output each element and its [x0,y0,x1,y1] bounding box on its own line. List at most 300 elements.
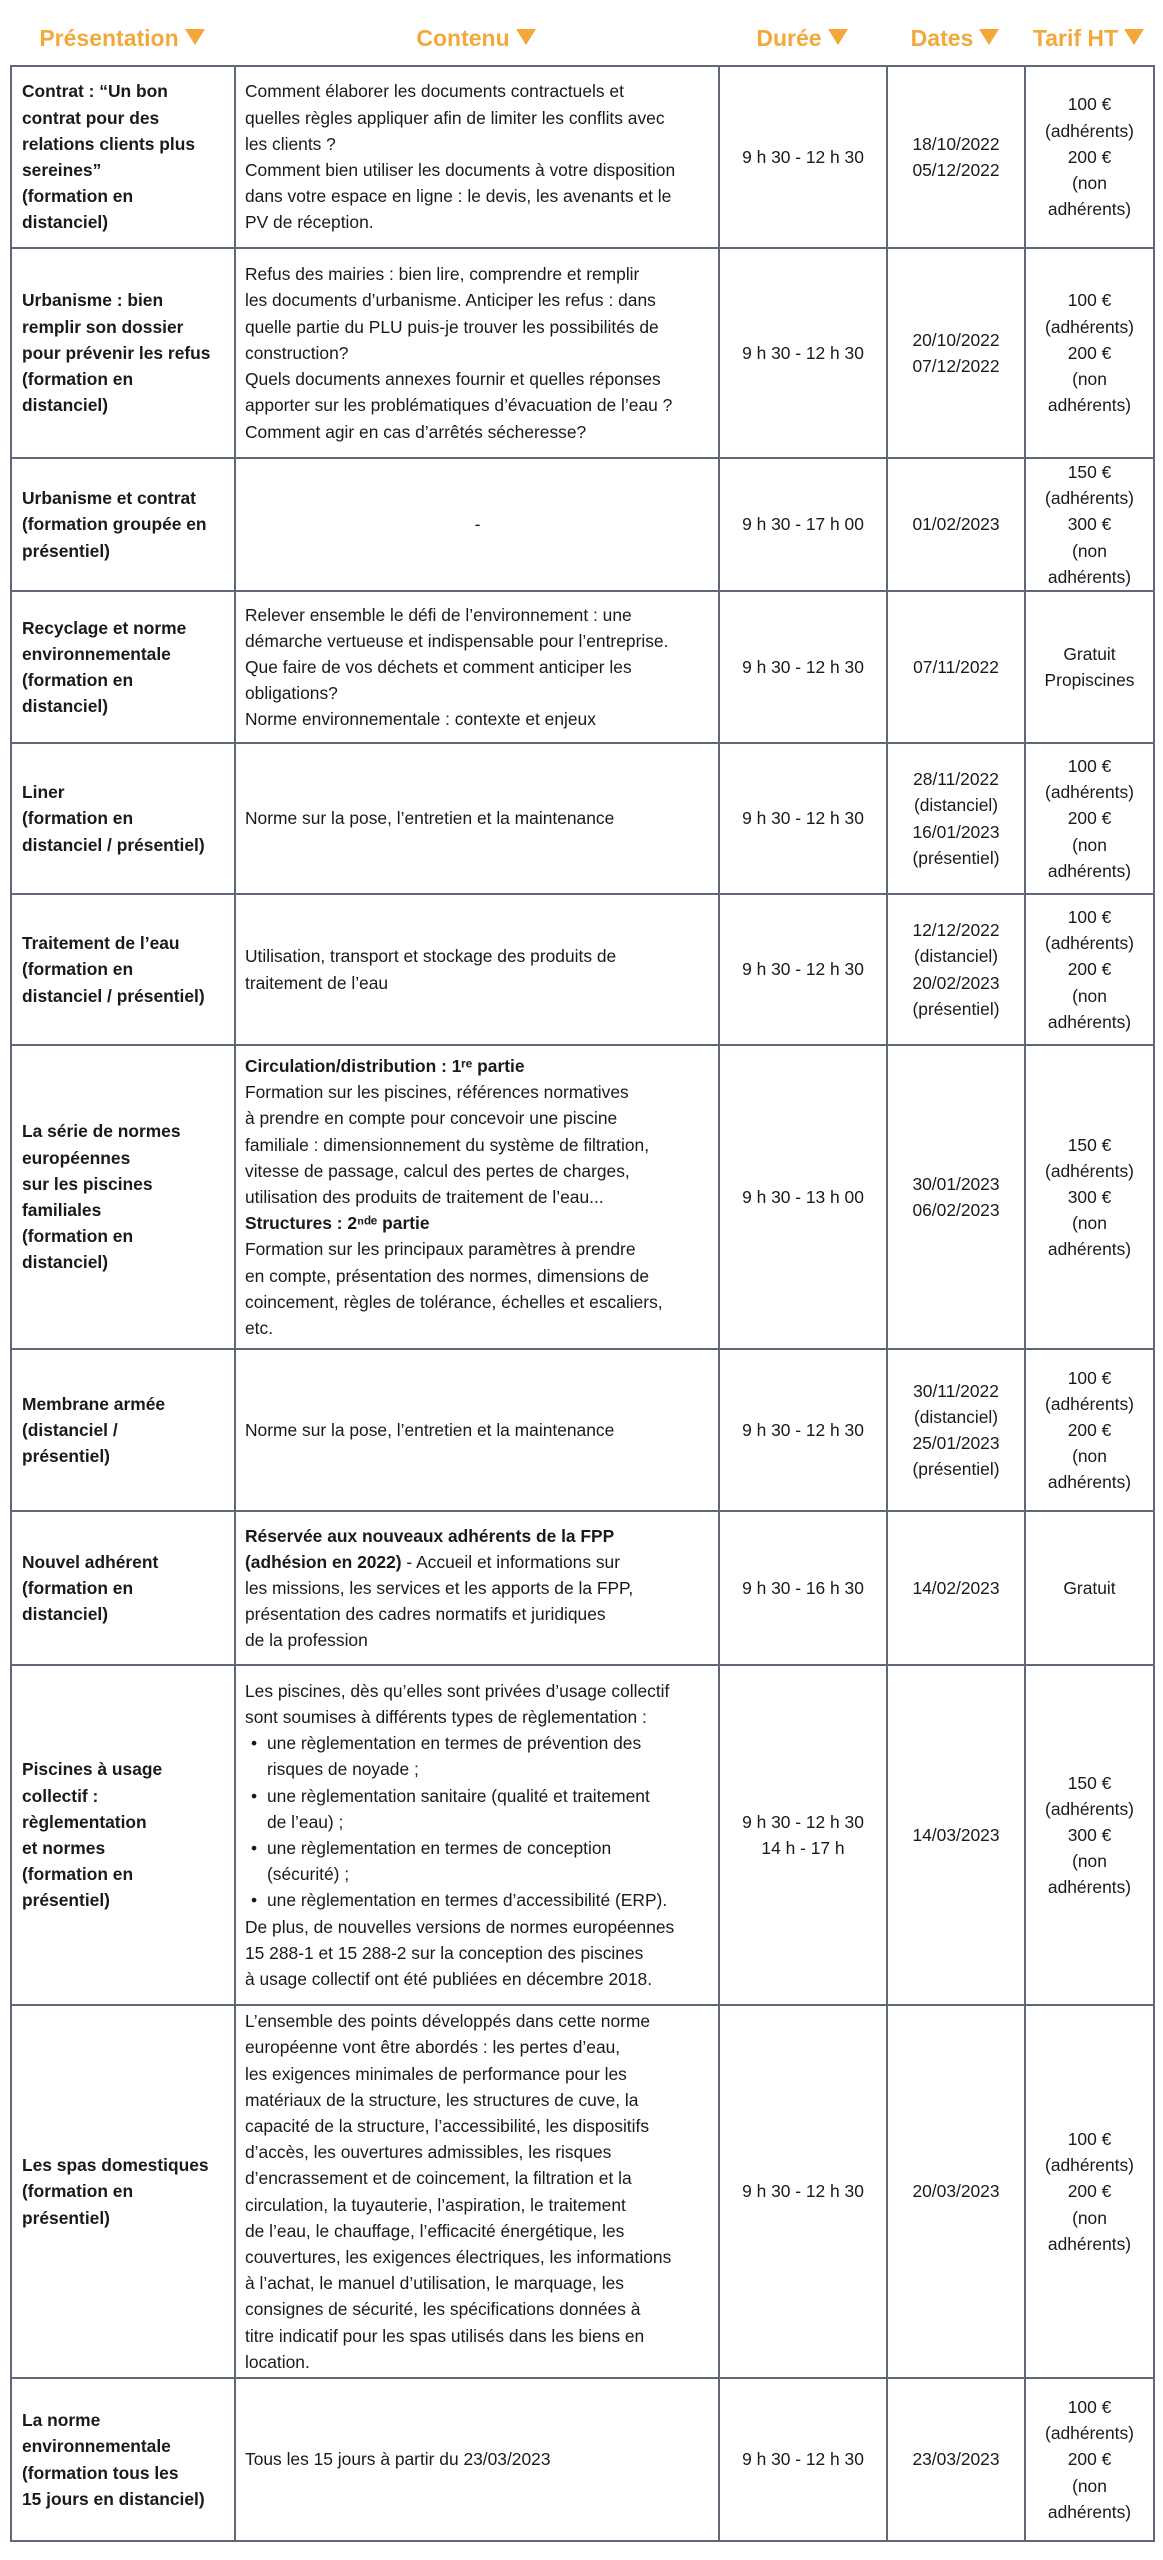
date-line: 05/12/2022 [912,160,1000,180]
date-line: (distanciel) [913,946,999,967]
presentation-cell [11,743,235,894]
contenu-line [245,2061,710,2087]
tarif-line: adhérents) [1047,2501,1132,2522]
date-line: 07/12/2022 [912,356,1000,376]
presentation-line: distanciel) [22,1252,109,1273]
contenu-text: Comment élaborer les documents contractuels et [245,81,624,102]
duree-line: 9 h 30 - 16 h 30 [742,1577,864,1598]
presentation-line: environnementale [22,643,171,664]
contenu-bold-text: Circulation/distribution : 1ʳᵉ partie [245,1055,525,1076]
contenu-line [245,157,710,183]
tarif-line: adhérents) [1047,1011,1132,1032]
presentation-line: (formation groupée en [22,514,207,535]
tarif-cell [1025,1665,1154,2005]
contenu-text: Norme sur la pose, l’entretien et la maintenance [245,808,615,829]
duree-line: 9 h 30 - 12 h 30 [742,2181,864,2202]
contenu-line [245,654,710,680]
presentation-cell [11,894,235,1045]
duree-cell [719,248,887,458]
contenu-line [245,1627,710,1653]
presentation-line: présentiel) [22,2207,110,2228]
presentation-line: Traitement de l’eau [22,933,180,954]
table-row [11,894,1154,1045]
contenu-text: matériaux de la structure, les structures de cuve, la [245,2089,639,2110]
header-presentation-label: Présentation [39,24,179,51]
presentation-line: européennes [22,1147,131,1168]
tarif-cell [1025,248,1154,458]
date-line: (présentiel) [912,998,1000,1019]
presentation-cell [11,591,235,743]
presentation-line: présentiel) [22,540,110,561]
tarif-line: (non [1072,1213,1107,1234]
contenu-line [245,1289,710,1315]
contenu-text: Quels documents annexes fournir et quelles réponses [245,369,661,390]
header-presentation[interactable] [10,16,234,60]
date-line: 18/10/2022 [912,133,1000,154]
contenu-line [245,392,710,418]
date-line: 01/02/2023 [912,514,1000,535]
bullet-item [267,1835,710,1887]
contenu-text: dans votre espace en ligne : le devis, les avenants et le [245,186,672,207]
tarif-line: adhérents) [1047,1239,1132,1260]
tarif-line: 100 € [1067,756,1112,776]
contenu-cell [235,1665,719,2005]
tarif-line: adhérents) [1047,199,1132,220]
contenu-line [245,2034,710,2060]
date-line: 20/02/2023 [912,972,1000,993]
duree-cell [719,458,887,591]
contenu-cell [235,2005,719,2378]
contenu-line [245,287,710,313]
contenu-cell [235,591,719,743]
presentation-line: et normes [22,1838,106,1859]
contenu-line [245,2218,710,2244]
duree-line: 9 h 30 - 12 h 30 [742,656,864,677]
bullet-line: • une règlementation sanitaire (qualité et traitement [267,1785,650,1806]
presentation-line: pour prévenir les refus [22,342,211,363]
contenu-text: Comment agir en cas d’arrêtés sécheresse? [245,421,587,442]
contenu-text: obligations? [245,683,338,704]
table-header [10,16,1153,60]
bullet-list [245,1730,710,1913]
tarif-line: 100 € [1067,2129,1112,2149]
presentation-line: distanciel) [22,1604,109,1625]
contenu-text: PV de réception. [245,212,374,233]
duree-cell [719,66,887,248]
contenu-line [245,314,710,340]
contenu-line [245,2244,710,2270]
presentation-line: distanciel / présentiel) [22,834,205,855]
contenu-text: les exigences minimales de performance pour les [245,2063,627,2084]
date-line: 07/11/2022 [913,656,999,677]
date-line: 06/02/2023 [912,1200,1000,1221]
triangle-down-icon[interactable] [828,29,848,45]
contenu-text: les missions, les services et les apports de la FPP, [245,1577,634,1598]
contenu-line [245,1263,710,1289]
header-dates[interactable] [886,16,1024,60]
presentation-cell [11,458,235,591]
tarif-cell [1025,66,1154,248]
contenu-line [245,2192,710,2218]
date-line: 20/03/2023 [912,2181,1000,2202]
tarif-line: 150 € [1067,1134,1112,1155]
duree-line: 9 h 30 - 12 h 30 [742,146,864,167]
header-contenu-label: Contenu [416,24,510,51]
tarif-line: 200 € [1067,808,1112,829]
table-row [11,1045,1154,1349]
presentation-line: La norme [22,2410,101,2431]
contenu-line: à usage collectif ont été publiées en décembre 2018. [245,1969,653,1990]
presentation-line: relations clients plus [22,133,195,154]
presentation-line: remplir son dossier [22,316,184,337]
presentation-line: distanciel) [22,696,109,717]
presentation-line: (formation en [22,1577,134,1598]
contenu-empty: - [474,514,481,535]
presentation-line: (formation en [22,186,134,207]
contenu-line [245,2165,710,2191]
contenu-text: - Accueil et informations sur [401,1551,621,1572]
contenu-text: coincement, règles de tolérance, échelles et escaliers, [245,1291,663,1312]
tarif-line: (adhérents) [1045,316,1134,337]
contenu-line [245,943,710,969]
presentation-line: (formation en [22,670,134,691]
date-line: (présentiel) [912,1459,1000,1480]
contenu-text: Norme sur la pose, l’entretien et la maintenance [245,1419,615,1440]
contenu-text: démarche vertueuse et indispensable pour l’entreprise. [245,630,669,651]
tarif-line: 200 € [1067,2181,1112,2202]
tarif-line: 200 € [1067,959,1112,980]
presentation-line: La série de normes [22,1121,181,1142]
tarif-line: (adhérents) [1045,1160,1134,1181]
presentation-line: Contrat : “Un bon [22,81,168,102]
contenu-text: L’ensemble des points développés dans cette norme [245,2011,651,2032]
duree-line: 9 h 30 - 12 h 30 [742,1419,864,1440]
table-row [11,743,1154,894]
presentation-line: (formation en [22,2181,134,2202]
dates-cell [887,1511,1025,1665]
bullet-line: • une règlementation en termes d’accessibilité (ERP). [267,1890,668,1911]
contenu-line [245,1236,710,1262]
contenu-line [245,1523,710,1549]
tarif-line: 100 € [1067,907,1112,927]
duree-line: 9 h 30 - 12 h 30 [742,342,864,363]
contenu-line [245,78,710,104]
contenu-line: sont soumises à différents types de règlementation : [245,1707,647,1727]
contenu-line [245,1417,710,1443]
contenu-cell [235,1045,719,1349]
tarif-cell [1025,1349,1154,1511]
table-row [11,2005,1154,2378]
tarif-line: 300 € [1067,514,1112,535]
contenu-text: quelles règles appliquer afin de limiter les conflits avec [245,107,665,128]
tarif-cell [1025,1511,1154,1665]
contenu-line [245,805,710,831]
tarif-line: 200 € [1067,1419,1112,1440]
contenu-text: de l’eau, le chauffage, l’efficacité énergétique, les [245,2220,625,2241]
tarif-line: (non [1072,173,1107,194]
presentation-line: (formation en [22,808,134,829]
contenu-line [245,1079,710,1105]
presentation-line: contrat pour des [22,107,160,128]
triangle-down-icon[interactable] [185,29,205,45]
contenu-text: consignes de sécurité, les spécifications données à [245,2299,641,2320]
contenu-cell [235,248,719,458]
bullet-line: (sécurité) ; [267,1864,350,1885]
date-line: 16/01/2023 [912,821,1000,842]
table-row [11,1511,1154,1665]
dates-cell [887,458,1025,591]
contenu-line [245,2113,710,2139]
contenu-cell [235,1349,719,1511]
presentation-line: règlementation [22,1811,147,1832]
tarif-line: (non [1072,369,1107,390]
tarif-line: 150 € [1067,462,1112,482]
contenu-line [245,1210,710,1236]
contenu-text: etc. [245,1317,274,1338]
presentation-line: (formation en [22,369,134,390]
tarif-line: 300 € [1067,1186,1112,1207]
duree-cell [719,591,887,743]
presentation-cell [11,2378,235,2541]
contenu-cell [235,894,719,1045]
contenu-line [245,2323,710,2349]
dates-cell [887,2378,1025,2541]
presentation-line: distanciel) [22,212,109,233]
contenu-text: Formation sur les piscines, références normatives [245,1082,629,1103]
triangle-down-icon[interactable] [1124,29,1144,45]
table-row [11,66,1154,248]
presentation-line: (formation en [22,1864,134,1885]
contenu-line [245,2446,710,2472]
contenu-text: Relever ensemble le défi de l’environnement : une [245,604,632,625]
tarif-cell [1025,2005,1154,2378]
contenu-line [245,1132,710,1158]
duree-cell [719,1045,887,1349]
presentation-line: collectif : [22,1785,99,1806]
tarif-line: (adhérents) [1045,782,1134,803]
contenu-text: d’accès, les ouvertures admissibles, les risques [245,2142,612,2163]
contenu-text: de la profession [245,1630,368,1651]
presentation-line: (formation en [22,1226,134,1247]
header-contenu[interactable] [234,16,718,60]
contenu-line [245,209,710,235]
presentation-line: Piscines à usage [22,1759,163,1780]
tarif-line: Gratuit [1063,643,1116,664]
tarif-line: (non [1072,834,1107,855]
tarif-cell [1025,894,1154,1045]
contenu-line [245,706,710,732]
table-row [11,1349,1154,1511]
presentation-line: Nouvel adhérent [22,1551,159,1572]
tarif-line: (non [1072,540,1107,561]
contenu-text: utilisation des produits de traitement de l’eau... [245,1186,604,1207]
contenu-text: d’encrassement et de coincement, la filtration et la [245,2168,632,2189]
contenu-line [245,970,710,996]
dates-cell [887,2005,1025,2378]
presentation-line: (formation en [22,959,134,980]
bullet-item [267,1783,710,1835]
presentation-line: présentiel) [22,1446,110,1467]
bullet-item [267,1730,710,1782]
presentation-line: Liner [22,782,65,803]
table-row [11,2378,1154,2541]
contenu-line [245,2087,710,2113]
contenu-line [245,183,710,209]
contenu-text: Norme environnementale : contexte et enjeux [245,709,596,730]
presentation-line: environnementale [22,2436,171,2457]
contenu-line [245,366,710,392]
duree-line: 9 h 30 - 12 h 30 [742,2449,864,2470]
tarif-line: 200 € [1067,2449,1112,2470]
tarif-line: adhérents) [1047,2233,1132,2254]
contenu-text: en compte, présentation des normes, dimensions de [245,1265,650,1286]
dates-cell [887,1045,1025,1349]
contenu-text: Que faire de vos déchets et comment anticiper les [245,656,632,677]
contenu-line [245,1575,710,1601]
tarif-cell [1025,2378,1154,2541]
duree-line: 14 h - 17 h [761,1838,845,1859]
presentation-cell [11,2005,235,2378]
table-row [11,458,1154,591]
contenu-text: européenne vont être abordés : les pertes d’eau, [245,2037,621,2058]
contenu-text: les documents d’urbanisme. Anticiper les refus : dans [245,290,656,311]
tarif-line: 100 € [1067,1367,1112,1388]
tarif-line: 150 € [1067,1772,1112,1793]
contenu-cell [235,458,719,591]
contenu-text: les clients ? [245,133,336,154]
contenu-cell [235,2378,719,2541]
contenu-text: Tous les 15 jours à partir du 23/03/2023 [245,2449,551,2470]
header-tarif-label: Tarif HT [1032,24,1119,51]
contenu-text: à l’achat, le manuel d’utilisation, le marquage, les [245,2273,624,2294]
tarif-line: (adhérents) [1045,1798,1134,1819]
presentation-line: distanciel) [22,395,109,416]
tarif-cell [1025,1045,1154,1349]
duree-cell [719,743,887,894]
presentation-line: Urbanisme : bien [22,290,164,311]
dates-cell [887,1349,1025,1511]
date-line: 14/03/2023 [912,1824,1000,1845]
presentation-line: distanciel / présentiel) [22,985,205,1006]
tarif-line: 100 € [1067,94,1112,115]
contenu-line [245,1053,710,1079]
contenu-cell [235,743,719,894]
contenu-cell [235,66,719,248]
contenu-text: apporter sur les problématiques d’évacuation de l’eau ? [245,395,673,416]
presentation-cell [11,66,235,248]
tarif-cell [1025,591,1154,743]
date-line: 30/01/2023 [912,1173,1000,1194]
tarif-line: (adhérents) [1045,120,1134,141]
bullet-line: • une règlementation en termes de prévention des [267,1733,642,1754]
presentation-cell [11,1045,235,1349]
tarif-line: adhérents) [1047,566,1132,587]
bullet-line: risques de noyade ; [267,1759,419,1780]
table-row [11,1665,1154,2005]
header-tarif[interactable] [1024,16,1153,60]
presentation-line: Recyclage et norme [22,617,187,638]
dates-cell [887,1665,1025,2005]
triangle-down-icon[interactable] [516,29,536,45]
presentation-line: 15 jours en distanciel) [22,2488,205,2509]
bullet-line: de l’eau) ; [267,1811,344,1832]
tarif-line: 200 € [1067,342,1112,363]
tarif-line: Gratuit [1063,1577,1116,1598]
date-line: (présentiel) [912,847,1000,868]
table-row [11,591,1154,743]
contenu-line: Les piscines, dès qu’elles sont privées d’usage collectif [245,1680,670,1701]
contenu-line [245,1105,710,1131]
contenu-text: Utilisation, transport et stockage des produits de [245,946,617,967]
contenu-cell [235,1511,719,1665]
contenu-text: Refus des mairies : bien lire, comprendre et remplir [245,264,640,285]
contenu-line [245,131,710,157]
date-line: 12/12/2022 [912,920,1000,941]
tarif-cell [1025,743,1154,894]
tarif-line: (non [1072,2207,1107,2228]
dates-cell [887,248,1025,458]
contenu-line [245,105,710,131]
contenu-line [245,1315,710,1341]
header-dates-label: Dates [910,24,974,51]
tarif-line: Propiscines [1044,670,1135,691]
contenu-line [245,2349,710,2375]
bullet-line: • une règlementation en termes de conception [267,1838,612,1859]
tarif-line: 100 € [1067,2397,1112,2417]
duree-line: 9 h 30 - 12 h 30 [742,808,864,829]
presentation-line: familiales [22,1200,102,1221]
contenu-line [245,628,710,654]
contenu-line [245,1184,710,1210]
contenu-text: présentation des cadres normatifs et juridiques [245,1604,606,1625]
presentation-cell [11,248,235,458]
contenu-line [245,1549,710,1575]
tarif-line: (adhérents) [1045,2423,1134,2444]
tarif-line: (non [1072,2475,1107,2496]
contenu-line [245,602,710,628]
presentation-cell [11,1349,235,1511]
contenu-line [245,1601,710,1627]
date-line: 14/02/2023 [912,1577,1000,1598]
triangle-down-icon[interactable] [979,29,999,45]
bullet-item [267,1887,710,1913]
tarif-line: (adhérents) [1045,1393,1134,1414]
presentation-cell [11,1511,235,1665]
presentation-line: sur les piscines [22,1173,153,1194]
contenu-line [245,2296,710,2322]
tarif-line: (non [1072,1851,1107,1872]
contenu-text: titre indicatif pour les spas utilisés dans les biens en [245,2325,645,2346]
contenu-line [245,419,710,445]
header-duree-label: Durée [756,24,822,51]
contenu-text: à prendre en compte pour concevoir une piscine [245,1108,618,1129]
duree-cell [719,894,887,1045]
date-line: 20/10/2022 [912,329,1000,350]
dates-cell [887,66,1025,248]
presentation-line: Les spas domestiques [22,2155,209,2176]
contenu-text: construction? [245,342,349,363]
date-line: 28/11/2022 [913,769,999,790]
tarif-line: adhérents) [1047,1472,1132,1493]
contenu-bold-text: (adhésion en 2022) [245,1551,402,1572]
dates-cell [887,591,1025,743]
duree-line: 9 h 30 - 17 h 00 [742,514,864,535]
contenu-text: location. [245,2351,310,2372]
header-duree[interactable] [718,16,886,60]
contenu-text: capacité de la structure, l’accessibilité, les dispositifs [245,2115,650,2136]
duree-cell [719,2005,887,2378]
date-line: 30/11/2022 [913,1380,999,1401]
